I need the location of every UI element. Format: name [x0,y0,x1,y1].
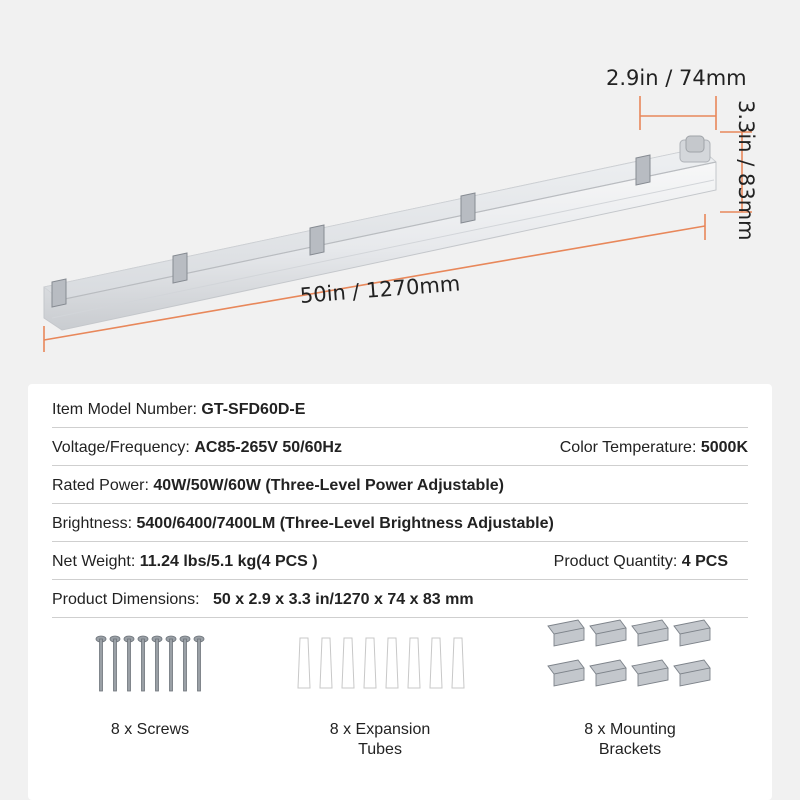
bracket [674,660,710,686]
bracket [548,620,584,646]
tube [342,638,354,688]
weight-label: Net Weight: [52,553,136,570]
mounting-brackets-caption-line1: 8 x Mounting [584,721,676,738]
spec-row-weight [52,545,748,580]
quantity-value: 4 PCS [681,553,728,570]
screw [194,636,204,691]
screw [110,636,120,691]
mounting-brackets-caption-line2: Brackets [598,741,662,758]
height-dimension-label: 3.3in / 83mm [734,100,758,241]
color-temp-group [560,431,748,465]
power-label: Rated Power: [52,477,149,494]
screw [180,636,190,691]
weight-value: 11.24 lbs/5.1 kg(4 PCS ) [139,553,318,570]
expansion-tubes-caption-line1: 8 x Expansion [329,721,431,738]
screw [166,636,176,691]
spec-row-power [52,469,748,504]
spec-row-brightness [52,507,748,542]
expansion-tubes-caption-line2: Tubes [358,741,402,758]
product-dimensions-value: 50 x 2.9 x 3.3 in/1270 x 74 x 83 mm [212,591,474,608]
tube [386,638,398,688]
model-label: Item Model Number: [52,401,197,418]
tube [430,638,442,688]
clip-5 [636,155,650,185]
bracket [632,660,668,686]
tube [298,638,310,688]
expansion-tubes-icon [290,628,470,698]
accessory-mounting-brackets [535,628,725,758]
screw [96,636,106,691]
voltage-label: Voltage/Frequency: [52,439,190,456]
bracket [590,660,626,686]
screw [124,636,134,691]
brightness-value: 5400/6400/7400LM (Three-Level Brightness Adjustable) [136,515,554,532]
quantity-group [554,545,728,579]
mounting-brackets-caption [535,720,725,760]
clip-2 [173,253,187,283]
bracket [548,660,584,686]
model-value: GT-SFD60D-E [201,401,306,418]
accessory-expansion-tubes [290,628,470,758]
tube [320,638,332,688]
screw [138,636,148,691]
mounting-brackets-icon [540,612,720,702]
spec-row-voltage [52,431,748,466]
screws-icon [85,628,215,698]
expansion-tubes-caption [290,720,470,760]
clip-4 [461,193,475,223]
clip-1 [52,279,66,307]
screw [152,636,162,691]
length-dimension-label: 50in / 1270mm [299,271,462,308]
quantity-label: Product Quantity: [553,553,678,570]
bracket [590,620,626,646]
bracket [674,620,710,646]
tube [408,638,420,688]
voltage-value: AC85-265V 50/60Hz [194,439,342,456]
screws-caption: 8 x Screws [110,721,190,738]
color-temp-value: 5000K [700,439,748,456]
product-illustration [0,0,800,380]
color-temp-label: Color Temperature: [559,439,697,456]
width-dimension-label: 2.9in / 74mm [606,66,747,90]
tube [364,638,376,688]
tube [452,638,464,688]
clip-3 [310,225,324,255]
product-dimensions-label: Product Dimensions: [52,591,200,608]
brightness-label: Brightness: [52,515,133,532]
accessory-screws [60,628,240,738]
bracket [632,620,668,646]
power-value: 40W/50W/60W (Three-Level Power Adjustable) [153,477,504,494]
spec-row-model [52,393,748,428]
